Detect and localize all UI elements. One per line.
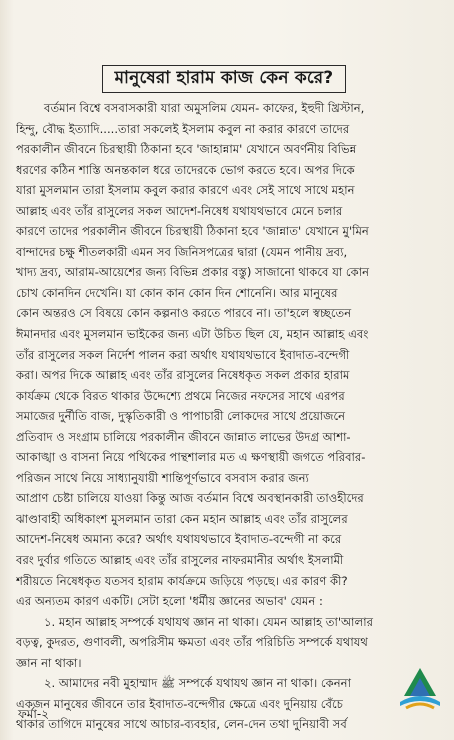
text-line: আকাঙ্খা ও বাসনা নিয়ে পথিকের পান্থশালার মত এ ক্ষণস্থায়ী জগতে পরিবার- [16,450,366,465]
list-item-line: বড়ত্ব, কুদরত, গুণাবলী, অপরিসীম ক্ষমতা এবং তাঁর পরিচিতি সম্পর্কে যথাযথ [16,635,368,650]
text-line: বান্দাদের চক্ষু শীতলকারী এমন সব জিনিসপত্রের দ্বারা (যেমন পানীয় দ্রব্য, [16,244,348,259]
text-line: ঈমানদার এবং মুসলমান ভাইকের জন্য এটা উচিত ছিল যে, মহান আল্লাহ এবং [16,327,369,342]
text-line: যারা মুসলমান তারা ইসলাম কবুল করার কারণে এবং সেই সাথে সাথে মহান [16,183,355,198]
list-item-line: ২. আমাদের নবী মুহাম্মাদ ﷺ সম্পর্কে যথাযথ জ্ঞান না থাকা। কেননা [44,676,351,691]
text-line: কারণে তাদের পরকালীন জীবনে চিরস্থায়ী ঠিকানা হবে 'জান্নাত' যেখানে মু'মিন [16,224,369,239]
list-item-line: একজন মানুষের জীবনে তার ইবাদাত-বন্দেগীর ক্ষেত্রে এবং দুনিয়ায় বেঁচে [16,696,343,711]
text-line: তাঁর রাসুলের সকল নির্দেশ পালন করা অর্থাৎ যথাযথভাবে ইবাদাত-বন্দেগী [16,347,350,362]
text-line: ঝাণ্ডাবাহী অধিকাংশ মুসলমান তারা কেন মহান আল্লাহ এবং তাঁর রাসুলের [16,511,348,526]
text-line: চোখ কোনদিন দেখেনি। যা কোন কান কোন দিন শোনেনি। আর মানুষের [16,285,338,300]
list-item [16,612,440,674]
intro-paragraph [16,98,440,612]
text-line: আল্লাহ এবং তাঁর রাসুলের সকল আদেশ-নিষেধ যথাযথভাবে মেনে চলার [16,203,343,218]
text-line: পরিজন সাথে নিয়ে সাধ্যানুযায়ী শান্তিপূর্ণভাবে বসবাস করার জন্য [16,470,309,485]
text-line: প্রতিবাদ ও সংগ্রাম চালিয়ে পরকালীন জীবনে জান্নাত লাভের উদগ্র আশা- [16,429,351,444]
publisher-logo-icon [392,660,448,716]
text-line: আদেশ-নিষেধ অমান্য করে? অর্থাৎ যথাযথভাবে ইবাদাত-বন্দেগী না করে [16,532,342,547]
text-line: কার্যক্রম থেকে বিরত থাকার উদ্দেশ্যে প্রথমে নিজের নফসের সাথে এরপর [16,388,345,403]
text-line: খাদ্য দ্রব্য, আরাম-আয়েশের জন্য বিভিন্ন প্রকার বস্তু) সাজানো থাকবে যা কোন [16,265,370,280]
text-line: সমাজের দুর্নীতি বাজ, দুস্কৃতিকারী ও পাপাচারী লোকদের সাথে প্রয়োজনে [16,409,346,424]
text-line: কোন অন্তরও সে বিষয়ে কোন কল্পনাও করতে পারবে না। তা'হলে স্বচ্ছতেন [16,306,352,321]
page-footer: ফর্মা-২ [18,707,50,721]
text-line: এর অন্যতম কারণ একটি। সেটা হলো 'ধর্মীয় জ্ঞানের অভাব' যেমন : [16,594,323,609]
chapter-title: মানুষেরা হারাম কাজ কেন করে? [102,65,346,93]
list-item-line: ১. মহান আল্লাহ সম্পর্কে যথাযথ জ্ঞান না থাকা। যেমন আল্লাহ তা'আলার [44,614,373,629]
text-line: শরীয়তে নিষেধকৃত যতসব হারাম কার্যক্রমে জড়িয়ে পড়ছে। এর কারণ কী? [16,573,348,588]
list-item [16,673,440,735]
list-item-line: জ্ঞান না থাকা। [16,655,82,670]
list-item-line: থাকার তাগিদে মানুষের সাথে আচার-ব্যবহার, লেন-দেন তথা দুনিয়াবী সর্ব [16,717,347,732]
text-line: ধরণের কঠিন শাস্তি অনন্তকাল ধরে তাদেরকে ভোগ করতে হবে। অপর দিকে [16,162,355,177]
text-line: করা। অপর দিকে আল্লাহ এবং তাঁর রাসুলের নিষেধকৃত সকল প্রকার হারাম [16,368,350,383]
text-line: আপ্রাণ চেষ্টা চালিয়ে যাওয়া কিন্তু আজ বর্তমান বিশ্বে অবস্থানকারী তাওহীদের [16,491,364,506]
text-line: বরং দুর্বার গতিতে আল্লাহ এবং তাঁর রাসুলের নাফরমানীর অর্থাৎ ইসলামী [16,553,344,568]
text-line: পরকালীন জীবনে চিরস্থায়ী ঠিকানা হবে 'জাহান্নাম' যেখানে অবর্ণনীয় বিভিন্ন [16,142,357,157]
text-line: হিন্দু, বৌদ্ধ ইত্যাদি.....তারা সকলেই ইসলাম কবুল না করার কারণে তাদের [16,121,350,136]
text-line: বর্তমান বিশ্বে বসবাসকারী যারা অমুসলিম যেমন- কাফের, ইহুদী খ্রিস্টান, [44,101,365,115]
body-text [16,98,440,735]
